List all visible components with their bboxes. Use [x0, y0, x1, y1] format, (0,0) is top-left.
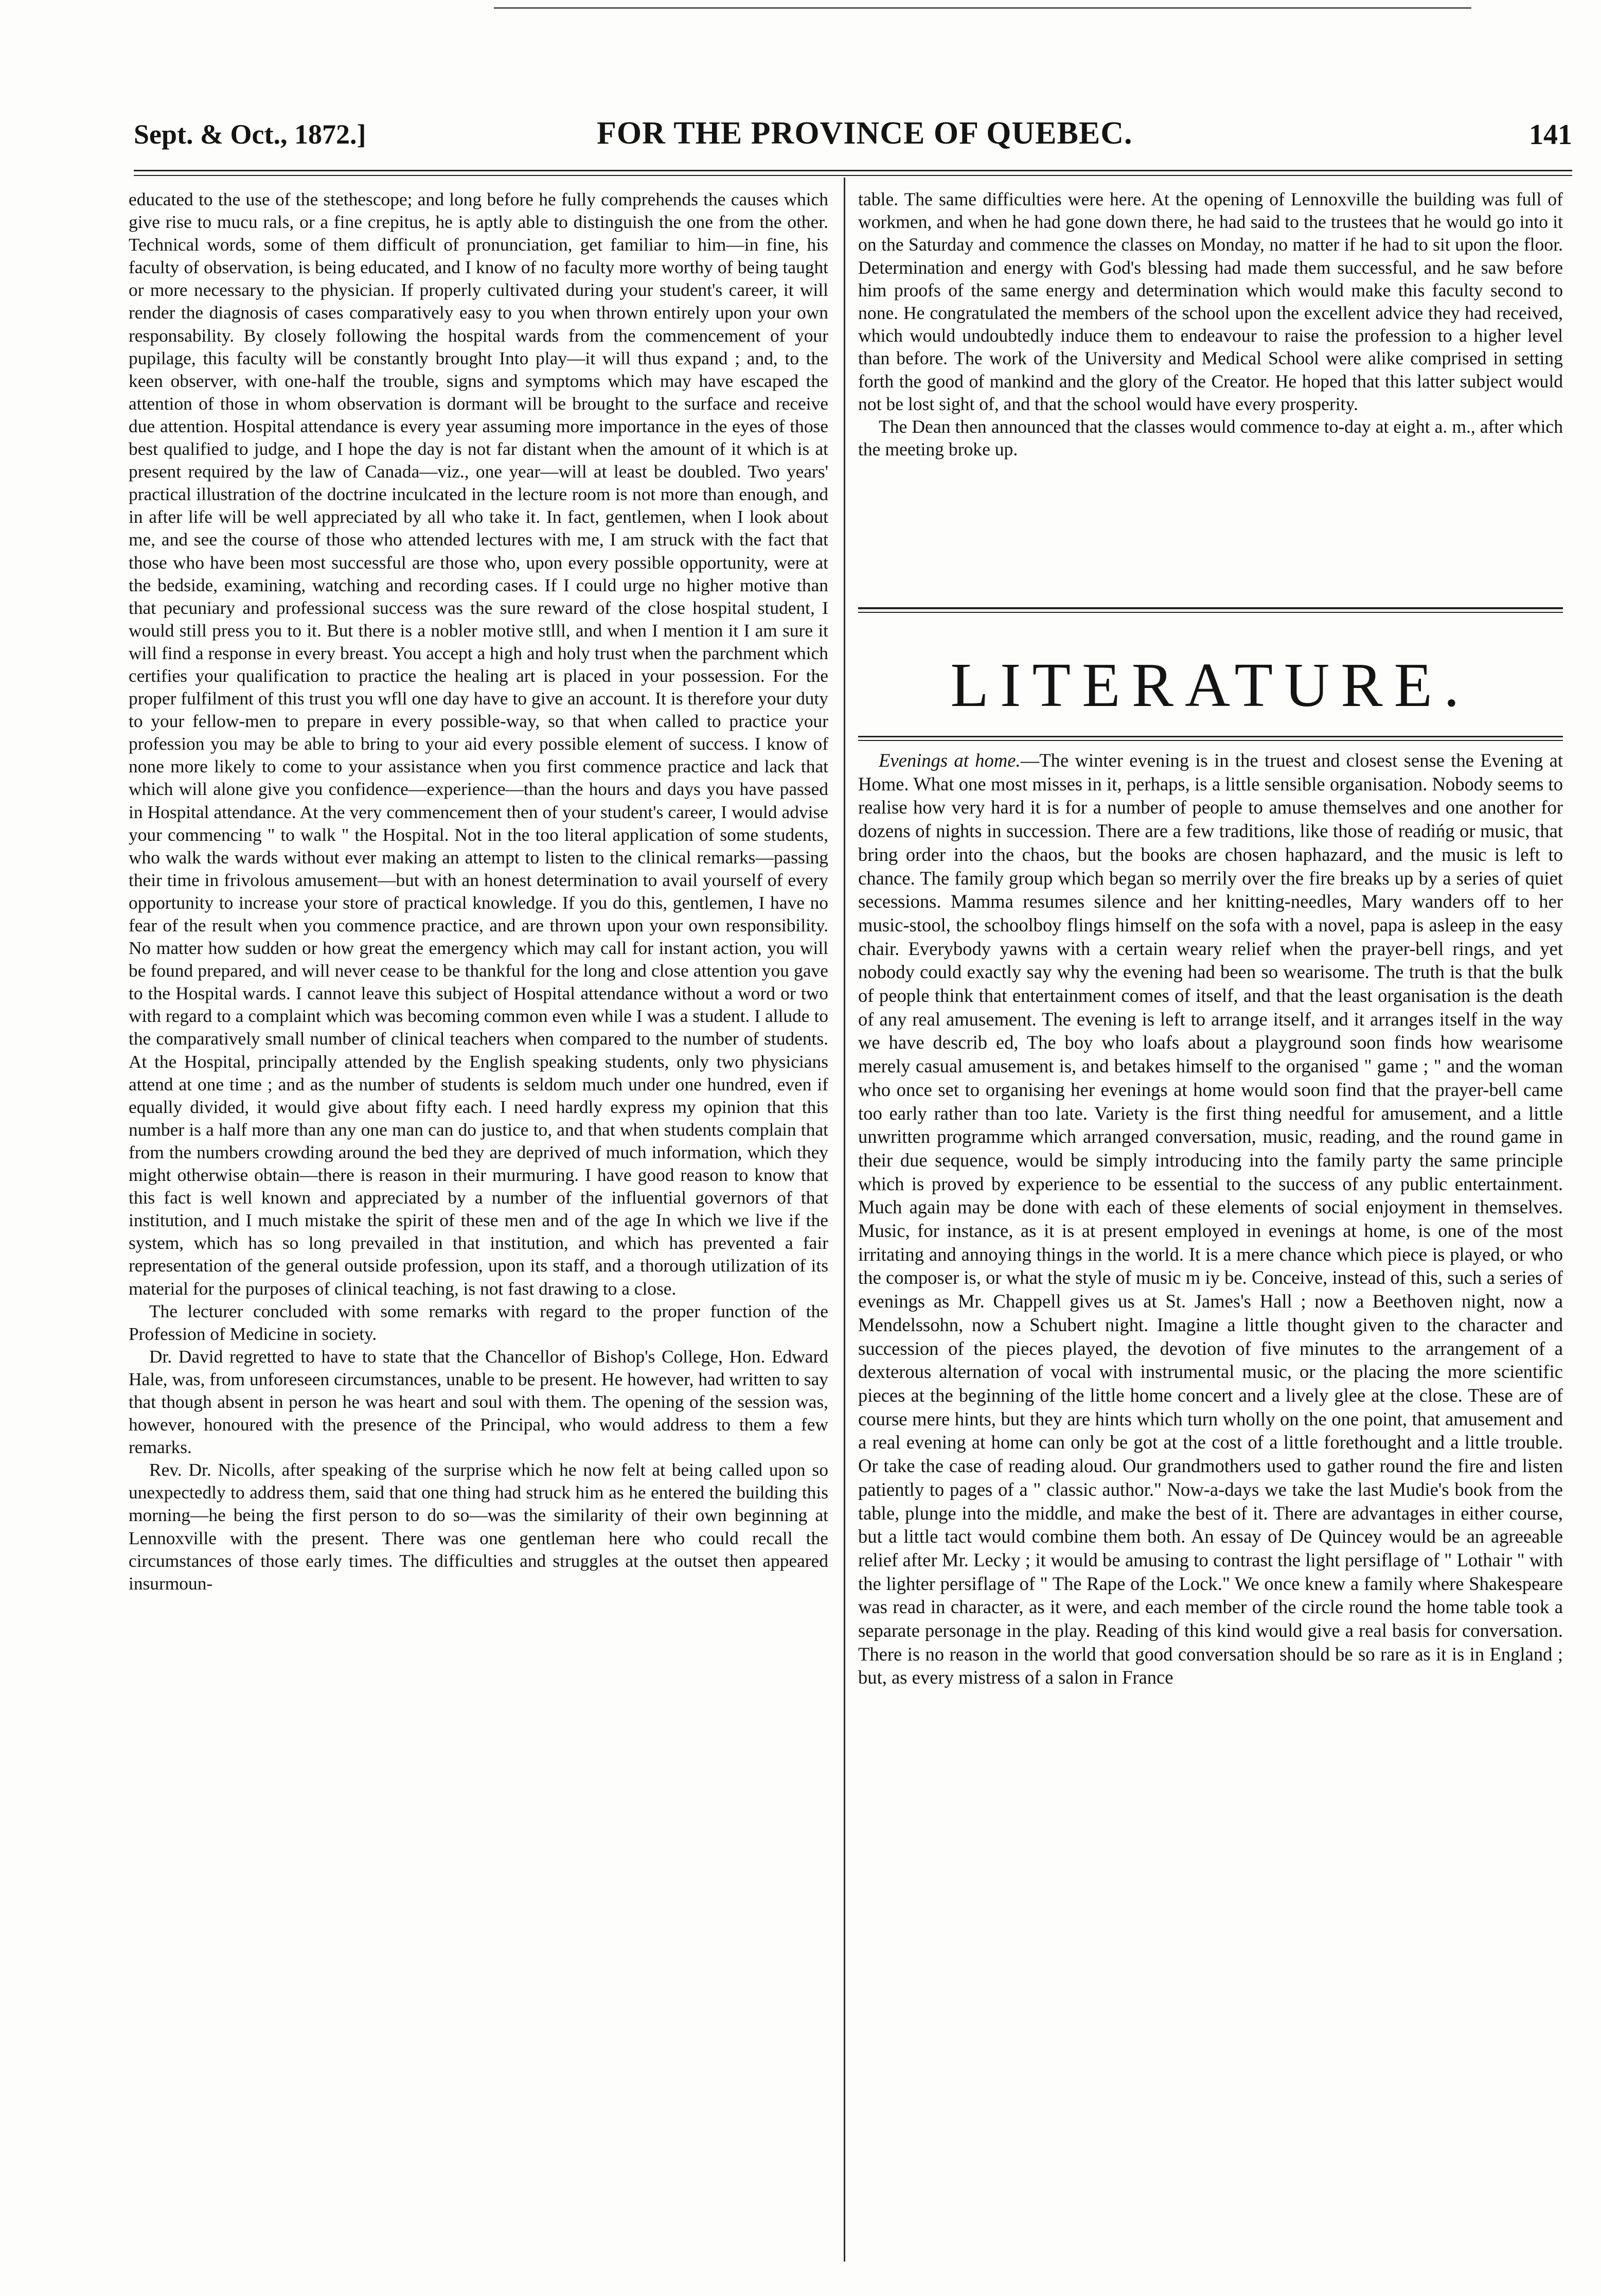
paragraph: educated to the use of the stethescope; and long before he fully comprehends the causes which give rise to mucu rals, or a fine crepitus, he is aptly able to distinguish the one from the other. Technical words, some of them difficult of pronunciation, get familiar to him—in fine, his faculty of observation, is being educated, and I know of no faculty more worthy of being taught or more necessary to the physician. If properly cultivated during your student's career, it will render the diagnosis of cases comparatively easy to you when thrown entirely upon your own responsability. By closely following the hospital wards from the commencement of your pupilage, this faculty will be constantly brought Into play—it will thus expand ; and, to the keen observer, with one-half the trouble, signs and symptoms which may have escaped the attention of those in whom observation is dormant will be brought to the surface and receive due attention. Hospital attendance is every year assuming more importance in the eyes of those best qualified to judge, and I hope the day is not far distant when the amount of it which is at present required by the law of Canada—viz., one year—will at least be doubled. Two years' practical illustration of the doctrine inculcated in the lecture room is not more than enough, and in after life will be well appreciated by all who take it. In fact, gentlemen, when I look about me, and see the course of those who attended lectures with me, I am struck with the fact that those who have been most successful are those who, upon every possible opportunity, were at the bedside, examining, watching and recording cases. If I could urge no higher motive than that pecuniary and professional success was the sure reward of the close hospital student, I would still press you to it. But there is a nobler motive stlll, and when I mention it I am sure it will find a response in every breast. You accept a high and holy trust when the parchment which certifies your qualification to practice the healing art is placed in your possession. For the proper fulfilment of this trust you wfll one day have to give an account. It is therefore your duty to your fellow-men to prepare in every possible-way, so that when called to practice your profession you may be able to bring to your aid every possible element of success. I know of none more likely to come to your assistance when you first commence practice and lack that which will alone give you confidence—experience—than the hours and days you have passed in Hospital attendance. At the very commencement then of your student's career, I would advise your commencing " to walk " the Hospital. Not in the too literal application of some students, who walk the wards without ever making an attempt to listen to the clinical remarks—passing their time in frivolous amusement—but with an honest determination to avail yourself of every opportunity to increase your store of practical knowledge. If you do this, gentlemen, I have no fear of the result when you commence practice, and are thrown upon your own responsibility. No matter how sudden or how great the emergency which may call for instant action, you will be found prepared, and will never cease to be thankful for the long and close attention you gave to the Hospital wards. I cannot leave this subject of Hospital attendance without a word or two with regard to a complaint which was becoming common even while I was a student. I allude to the comparatively small number of clinical teachers when compared to the number of students. At the Hospital, principally attended by the English speaking students, only two physicians attend at one time ; and as the number of students is seldom much under one hundred, even if equally divided, it would give about fifty each. I need hardly express my opinion that this number is a half more than any one man can do justice to, and that when students complain that from the numbers crowding around the bed they are deprived of much information, which they might otherwise obtain—there is reason in their murmuring. I have good reason to know that this fact is well known and appreciated by a number of the influential governors of that institution, and I much mistake the spirit of these men and of the age In which we live if the system, which has so long prevailed in that institution, and which has prevented a fair representation of the general outside profession, upon its staff, and a thorough utilization of its material for the purposes of clinical teaching, is not fast drawing to a close. [129, 189, 828, 1299]
paragraph: Rev. Dr. Nicolls, after speaking of the surprise which he now felt at being called upon so unexpectedly to address them, said that one thing had struck him as he entered the building this morning—he being the first person to do so—was the similarity of their own beginning at Lennoxville with the present. There was one gentleman here who could recall the circumstances of those early times. The difficulties and struggles at the outset then appeared insurmoun- [129, 1459, 828, 1594]
paragraph: table. The same difficulties were here. At the opening of Lennoxville the building was full of workmen, and when he had gone down there, he had said to the trustees that he would go into it on the Saturday and commence the classes on Monday, no matter if he had to sit upon the floor. Determination and energy with God's blessing had made them successful, and he saw before him proofs of the same energy and determination which would make this faculty second to none. He congratulated the members of the school upon the excellent advice they had received, which would undoubtedly induce them to endeavour to raise the profession to a higher level than before. The work of the University and Medical School were alike comprised in setting forth the good of mankind and the glory of the Creator. He hoped that this latter subject would not be lost sight of, and that the school would have every prosperity. [858, 189, 1563, 414]
paragraph: The Dean then announced that the classes would commence to-day at eight a. m., after which the meeting broke up. [858, 416, 1563, 460]
running-header [134, 103, 1572, 154]
page-number: 141 [1529, 119, 1572, 151]
section-rule [858, 607, 1563, 613]
header-rule [134, 170, 1572, 171]
right-column-top [858, 188, 1563, 461]
left-column [129, 188, 828, 1595]
section-rule [858, 736, 1563, 741]
literature-article [858, 749, 1563, 1689]
article-body [858, 749, 1563, 1689]
top-rule [494, 7, 1471, 9]
paragraph: The lecturer concluded with some remarks with regard to the proper function of the Profession of Medicine in society. [129, 1300, 828, 1344]
paragraph: Dr. David regretted to have to state that the Chancellor of Bishop's College, Hon. Edward Hale, was, from unforeseen circumstances, unable to be present. He however, had written to say that though absent in person he was heart and soul with them. The opening of the session was, however, honoured with the presence of the Principal, who would address to them a few remarks. [129, 1346, 828, 1458]
column-divider [844, 178, 845, 2262]
section-title: LITERATURE. [950, 650, 1471, 720]
article-lead: Evenings at home. [879, 750, 1021, 771]
issue-date: Sept. & Oct., 1872.] [134, 119, 366, 150]
article-text: —The winter evening is in the truest and closest sense the Evening at Home. What one most misses in it, perhaps, is a little sensible organisation. Nobody seems to realise how very hard it is for a number of people to amuse themselves and one another for dozens of nights in succession. There are a few traditions, like those of readińg or music, that bring order into the chaos, but the books are chosen haphazard, and the music is left to chance. The family group which began so merrily over the fire breaks up by a series of quiet secessions. Mamma resumes silence and her knitting-needles, Mary wanders off to her music-stool, the schoolboy flings himself on the sofa with a novel, papa is asleep in the easy chair. Everybody yawns with a certain weary relief when the prayer-bell rings, and yet nobody could exactly say why the evening had been so wearisome. The truth is that the bulk of people think that entertainment comes of itself, and that the least organisation is the death of any real amusement. The evening is left to arrange itself, and it arranges itself in the way we have describ ed, The boy who loafs about a playground soon finds how wearisome merely casual amusement is, and betakes himself to the organised " game ; " and the woman who once set to organising her evenings at home would soon find that the prayer-bell came too early rather than too late. Variety is the first thing needful for amusement, and a little unwritten programme which arranged conversation, music, reading, and the round game in their due sequence, would be simply introducing into the family party the same principle which is proved by experience to be essential to the success of any public entertainment. Much again may be done with each of these elements of social enjoyment in themselves. Music, for instance, as it is at present employed in evenings at home, is one of the most irritating and annoying things in the world. It is a mere chance which piece is played, or who the composer is, or what the style of music m iy be. Conceive, instead of this, such a series of evenings as Mr. Chappell gives us at St. James's Hall ; now a Beethoven night, now a Mendelssohn, now a Schubert night. Imagine a little thought given to the character and succession of the pieces played, the devotion of five minutes to the arrangement of a dexterous alternation of vocal with instrumental music, or the placing the more scientific pieces at the beginning of the little home concert and a lively glee at the close. These are of course mere hints, but they are hints which turn wholly on the one point, that amusement and a real evening at home can only be got at the cost of a little forethought and a little trouble. Or take the case of reading aloud. Our grandmothers used to gather round the fire and listen patiently to pages of a " classic author." Now-a-days we take the last Mudie's book from the table, plunge into the middle, and make the best of it. There are advantages in either course, but a little tact would combine them both. An essay of De Quincey would be an agreeable relief after Mr. Lecky ; it would be amusing to contrast the light persiflage of " Lothair " with the lighter persiflage of " The Rape of the Lock." We once knew a family where Shakespeare was read in character, as it were, and each member of the circle round the home table took a separate personage in the play. Reading of this kind would give a real basis for conversation. There is no reason in the world that good conversation should be so rare as it is in England ; but, as every mistress of a salon in France [858, 750, 1563, 1688]
journal-title: FOR THE PROVINCE OF QUEBEC. [597, 116, 1133, 151]
header-rule-double [134, 175, 1572, 176]
